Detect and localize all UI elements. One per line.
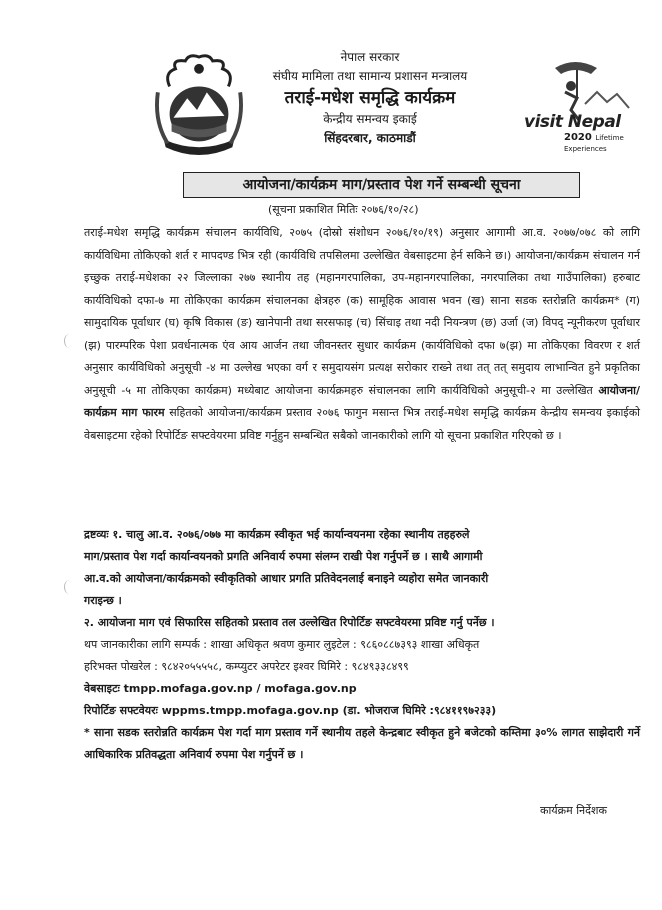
binder-hole-bottom [64,580,75,594]
program-name: तराई-मधेश समृद्धि कार्यक्रम [284,88,456,108]
government-name: नेपाल सरकार [340,50,400,64]
contact-line-2: हरिभक्त पोखरेल : ९८४२०५५५५८, कम्प्युटर अपरेटर इश्वर घिमिरे : ९८४९३३८४९९ [84,660,409,673]
contact-line-1: थप जानकारीका लागि सम्पर्क : शाखा अधिकृत श्रवण कुमार लुइटेल : ९८६०८८७३९३ शाखा अधिकृत [84,638,480,651]
visit-nepal-year: 2020 [564,132,592,143]
letterhead [230,48,510,148]
notes-section [84,524,640,766]
body-text-bold: आयोजना/कार्यक्रम माग फारम [84,383,640,419]
visit-nepal-tagline: Lifetime Experiences [564,134,624,153]
body-text-part1: तराई-मधेश समृद्धि कार्यक्रम संचालन कार्यविधि, २०७५ (दोस्रो संशोधन २०७६/१०/१९) अनुसार आगामी आ.व. २०७७/०७८ को लागि कार्यविधिमा तोकिएको शर्त र मापदण्ड भित्र रही (कार्यविधि तपसिलमा उल्लेखित वेबसाइटमा हेर्न सकिने छ।) आयोजना/कार्यक्रम संचालन गर्न इच्छुक तराई-मधेशका २२ जिल्लाका २७७ स्थानीय तह (महानगरपालिका, उप-महानगरपालिका, नगरपालिका तथा गाउँपालिका) हरुबाट कार्यविधिको दफा-७ मा तोकिएका कार्यक्रम संचालनका क्षेत्रहरु (क) सामूहिक आवास भवन (ख) साना सडक स्तरोन्नति कार्यक्रम* (ग) सामुदायिक पूर्वाधार (घ) कृषि विकास (ङ) खानेपानी तथा सरसफाइ (च) सिंचाइ तथा नदी नियन्त्रण (छ) उर्जा (ज) विपद् न्यूनीकरण पूर्वाधार (झ) पारम्परिक पेशा प्रवर्धनात्मक एंव आय आर्जन तथा जीवनस्तर सुधार कार्यक्रम (कार्यविधिको दफा ७(झ) मा तोकिएका विवरण र शर्त अनुसार कार्यविधिको अनुसूची -४ मा उल्लेख भएका वर्ग र समुदायसंग प्रत्यक्ष सरोकार राख्ने तथा तत् तत् समुदाय लाभान्वित हुने प्रकृतिका अनुसूची -५ मा तोकिएका कार्यक्रम) मध्येबाट आयोजना कार्यक्रमहरु संचालनका लागि कार्यविधिको अनुसूची-२ मा उल्लेखित [84,226,640,397]
software-line: रिपोर्टिङ सफ्टवेयरः wppms.tmpp.mofaga.gov.np (डा. भोजराज घिमिरे :९८४११९७२३३) [84,704,497,717]
notice-title: आयोजना/कार्यक्रम माग/प्रस्ताव पेश गर्ने सम्बन्धी सूचना [183,172,580,198]
ministry-name: संघीय मामिला तथा सामान्य प्रशासन मन्त्रालय [272,69,468,83]
visit-nepal-logo [524,112,636,154]
notice-body [84,222,640,447]
visit-nepal-text: visit Nepal [524,112,621,132]
note-1-line-2: माग/प्रस्ताव पेश गर्दा कार्यान्वयनको प्रगति अनिवार्य रुपमा संलग्न राखी पेश गर्नुपर्ने छ । साथै आगामी [84,550,483,563]
footnote: * साना सडक स्तरोन्नति कार्यक्रम पेश गर्दा माग प्रस्ताव गर्ने स्थानीय तहले केन्द्रबाट स्वीकृत हुने बजेटको कम्तिमा ३०% लागत साझेदारी गर्ने आधिकारिक प्रतिवद्धता अनिवार्य रुपमा पेश गर्नुपर्ने छ । [84,726,640,761]
note-1-line-1: द्रष्टव्यः १. चालु आ.व. २०७६/०७७ मा कार्यक्रम स्वीकृत भई कार्यान्वयनमा रहेका स्थानीय तहहरुले [84,528,470,541]
unit-name: केन्द्रीय समन्वय इकाई [323,112,417,126]
office-address: सिंहदरबार, काठमाडौं [324,131,416,145]
publish-date: (सूचना प्रकाशित मितिः २०७६/१०/२८) [268,203,419,216]
binder-hole-top [64,334,75,348]
signature-title: कार्यक्रम निर्देशक [540,804,607,817]
note-2: २. आयोजना माग एवं सिफारिस सहितको प्रस्ताव तल उल्लेखित रिपोर्टिङ सफ्टवेयरमा प्रविष्ट गर्नु पर्नेछ । [84,616,495,629]
body-text-part2: सहितको आयोजना/कार्यक्रम प्रस्ताव २०७६ फागुन मसान्त भित्र तराई-मधेश समृद्धि कार्यक्रम केन्द्रीय समन्वय इकाईको वेबसाइटमा रहेको रिपोर्टिङ सफ्टवेयरमा प्रविष्ट गर्नुहुन सम्बन्धित सबैको जानकारीको लागि यो सूचना प्रकाशित गरिएको छ । [84,406,640,442]
note-1-line-3: आ.व.को आयोजना/कार्यक्रमको स्वीकृतिको आधार प्रगति प्रतिवेदनलाई बनाइने व्यहोरा समेत जानकारी [84,572,489,585]
website-line: वेबसाइटः tmpp.mofaga.gov.np / mofaga.gov.np [84,682,357,695]
note-1-line-4: गराइन्छ । [84,594,122,607]
